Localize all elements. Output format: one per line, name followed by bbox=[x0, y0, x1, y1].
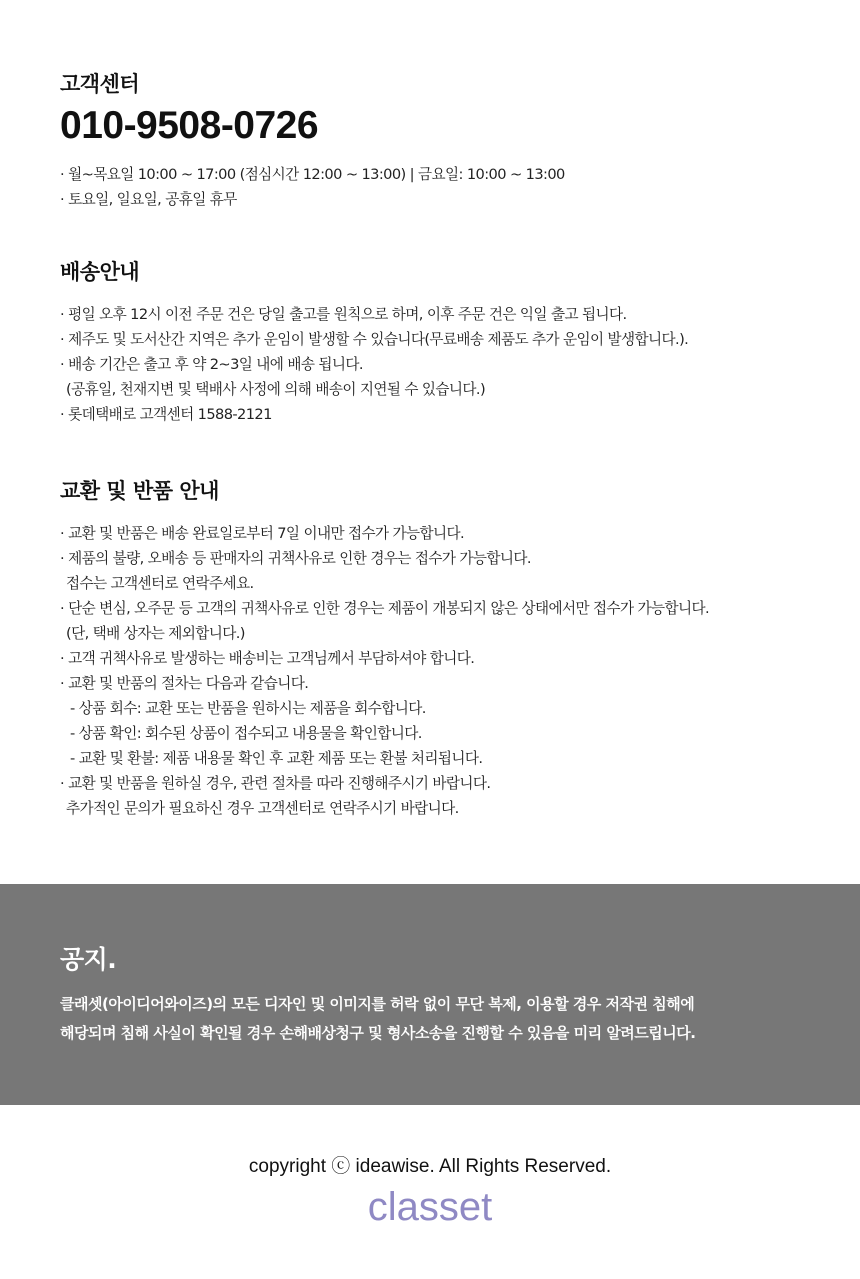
exchange-line: (단, 택배 상자는 제외합니다.) bbox=[66, 625, 245, 642]
hours-line: · 월~목요일 10:00 ~ 17:00 (점심시간 12:00 ~ 13:00) | 금요일: 10:00 ~ 13:00 bbox=[60, 166, 565, 183]
classet-logo: classet bbox=[367, 1185, 493, 1229]
copyright-text: copyright ⓒ ideawise. All Rights Reserved. bbox=[248, 1156, 612, 1177]
exchange-line: · 교환 및 반품을 원하실 경우, 관련 절차를 따라 진행해주시기 바랍니다. bbox=[60, 775, 491, 792]
footer bbox=[0, 1105, 860, 1279]
shipping-title: 배송안내 bbox=[60, 260, 140, 284]
exchange-line: 접수는 고객센터로 연락주세요. bbox=[66, 575, 254, 592]
exchange-step: - 교환 및 환불: 제품 내용물 확인 후 교환 제품 또는 환불 처리됩니다. bbox=[70, 750, 483, 767]
exchange-line: · 단순 변심, 오주문 등 고객의 귀책사유로 인한 경우는 제품이 개봉되지 않은 상태에서만 접수가 가능합니다. bbox=[60, 600, 710, 617]
exchange-line: · 교환 및 반품은 배송 완료일로부터 7일 이내만 접수가 가능합니다. bbox=[60, 525, 465, 542]
shipping-line: · 롯데택배로 고객센터 1588-2121 bbox=[60, 406, 272, 423]
exchange-line: · 제품의 불량, 오배송 등 판매자의 귀책사유로 인한 경우는 접수가 가능합니다. bbox=[60, 550, 531, 567]
exchange-section bbox=[60, 427, 800, 821]
customer-center-phone: 010-9508-0726 bbox=[60, 104, 319, 147]
exchange-line: · 고객 귀책사유로 발생하는 배송비는 고객님께서 부담하셔야 합니다. bbox=[60, 650, 475, 667]
shipping-line: · 배송 기간은 출고 후 약 2~3일 내에 배송 됩니다. bbox=[60, 356, 363, 373]
customer-center-section bbox=[60, 0, 800, 212]
shipping-lines bbox=[60, 302, 800, 427]
exchange-line: · 교환 및 반품의 절차는 다음과 같습니다. bbox=[60, 675, 309, 692]
shipping-line: · 제주도 및 도서산간 지역은 추가 운임이 발생할 수 있습니다(무료배송 제품도 추가 운임이 발생합니다.). bbox=[60, 331, 689, 348]
exchange-step: - 상품 확인: 회수된 상품이 접수되고 내용물을 확인합니다. bbox=[70, 725, 422, 742]
customer-center-title: 고객센터 bbox=[60, 72, 140, 96]
notice-text bbox=[60, 990, 820, 1048]
notice-title: 공지. bbox=[60, 945, 117, 974]
customer-center-lines bbox=[60, 162, 800, 212]
shipping-line: · 평일 오후 12시 이전 주문 건은 당일 출고를 원칙으로 하며, 이후 주문 건은 익일 출고 됩니다. bbox=[60, 306, 627, 323]
notice-banner bbox=[0, 884, 860, 1105]
exchange-step: - 상품 회수: 교환 또는 반품을 원하시는 제품을 회수합니다. bbox=[70, 700, 426, 717]
exchange-line: 추가적인 문의가 필요하신 경우 고객센터로 연락주시기 바랍니다. bbox=[66, 800, 459, 817]
holiday-line: · 토요일, 일요일, 공휴일 휴무 bbox=[60, 191, 237, 208]
notice-line: 클래셋(아이디어와이즈)의 모든 디자인 및 이미지를 허락 없이 무단 복제, 이용할 경우 저작권 침해에 bbox=[60, 995, 695, 1013]
notice-line: 해당되며 침해 사실이 확인될 경우 손해배상청구 및 형사소송을 진행할 수 있음을 미리 알려드립니다. bbox=[60, 1024, 696, 1042]
exchange-title: 교환 및 반품 안내 bbox=[60, 479, 219, 503]
shipping-line: (공휴일, 천재지변 및 택배사 사정에 의해 배송이 지연될 수 있습니다.) bbox=[66, 381, 486, 398]
exchange-lines bbox=[60, 521, 800, 821]
shipping-section bbox=[60, 212, 800, 427]
